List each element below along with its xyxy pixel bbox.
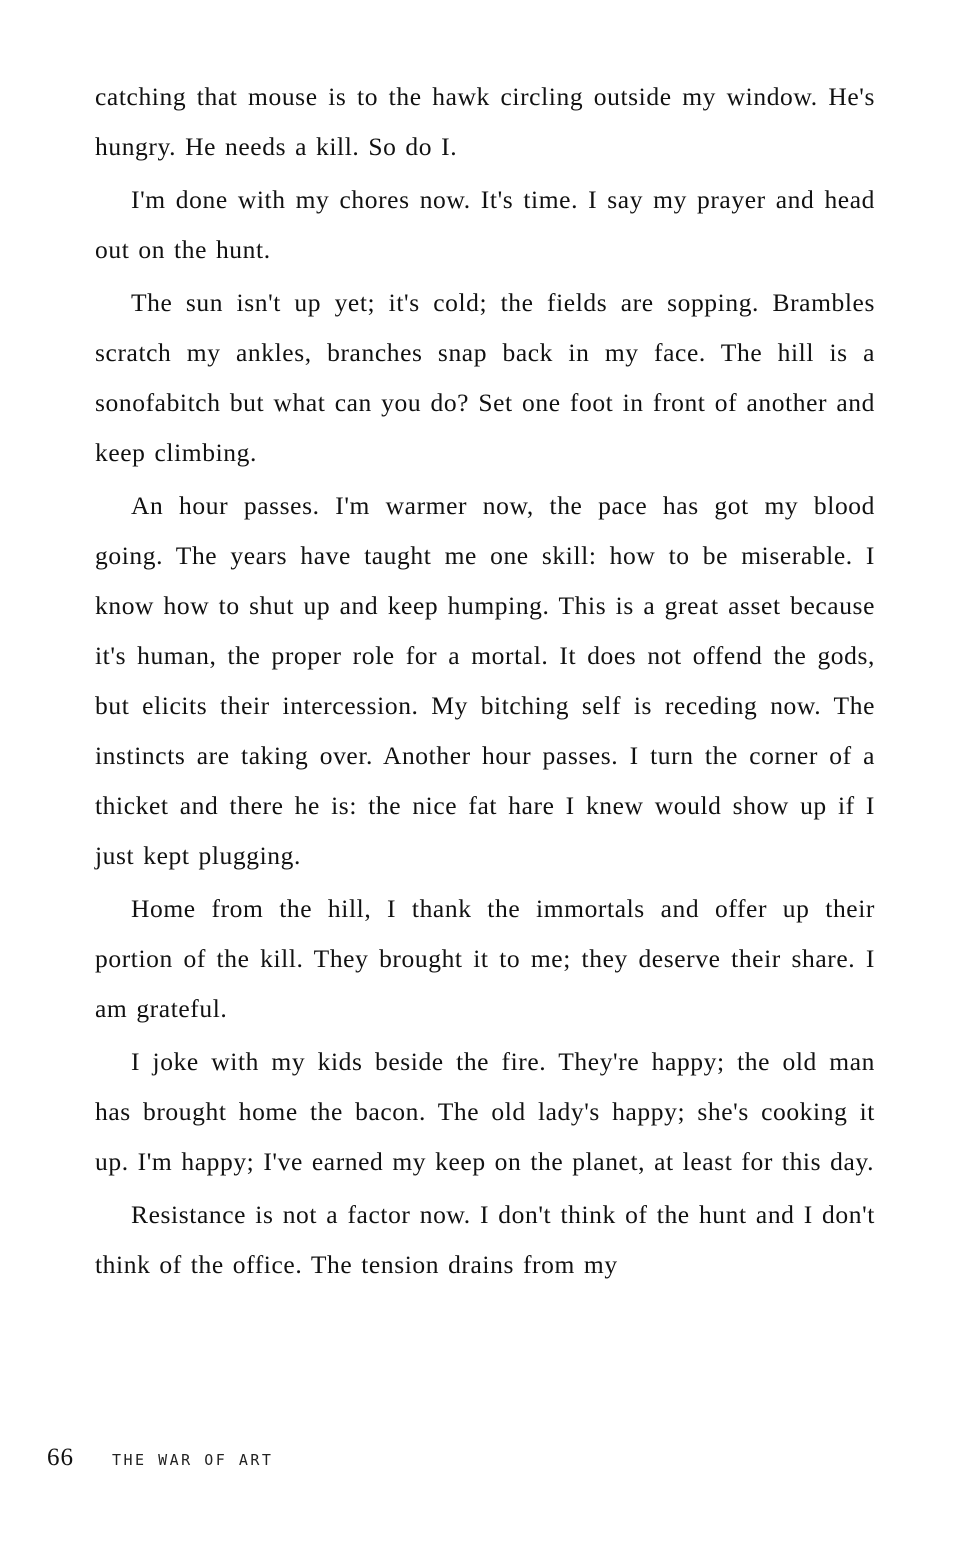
running-head: THE WAR OF ART <box>112 1451 274 1469</box>
paragraph-continued: catching that mouse is to the hawk circling outside my window. He's hungry. He needs a kill. So do I. <box>95 82 875 161</box>
paragraph-resistance: Resistance is not a factor now. I don't think of the hunt and I don't think of the office. The tension drains from my <box>95 1200 875 1279</box>
paragraph-chores: I'm done with my chores now. It's time. I say my prayer and head out on the hunt. <box>95 185 875 264</box>
paragraph-hour-passes: An hour passes. I'm warmer now, the pace has got my blood going. The years have taught me one skill: how to be miserable. I know how to shut up and keep humping. This is a great asset because it's human, the proper role for a mortal. It does not offend the gods, but elicits their intercession. My bitching self is receding now. The instincts are taking over. Another hour passes. I turn the corner of a thicket and there he is: the nice fat hare I knew would show up if I just kept plugging. <box>95 491 875 870</box>
paragraph-climb: The sun isn't up yet; it's cold; the fields are sopping. Brambles scratch my ankles, branches snap back in my face. The hill is a sonofabitch but what can you do? Set one foot in front of another and keep climbing. <box>95 288 875 467</box>
paragraph-fire: I joke with my kids beside the fire. They're happy; the old man has brought home the bacon. The old lady's happy; she's cooking it up. I'm happy; I've earned my keep on the planet, at least for this day. <box>95 1047 875 1176</box>
page-number: 66 <box>47 1444 74 1471</box>
paragraph-home: Home from the hill, I thank the immortals and offer up their portion of the kill. They brought it to me; they deserve their share. I am grateful. <box>95 894 875 1023</box>
page-footer <box>47 1444 273 1472</box>
page-body <box>95 72 875 1293</box>
